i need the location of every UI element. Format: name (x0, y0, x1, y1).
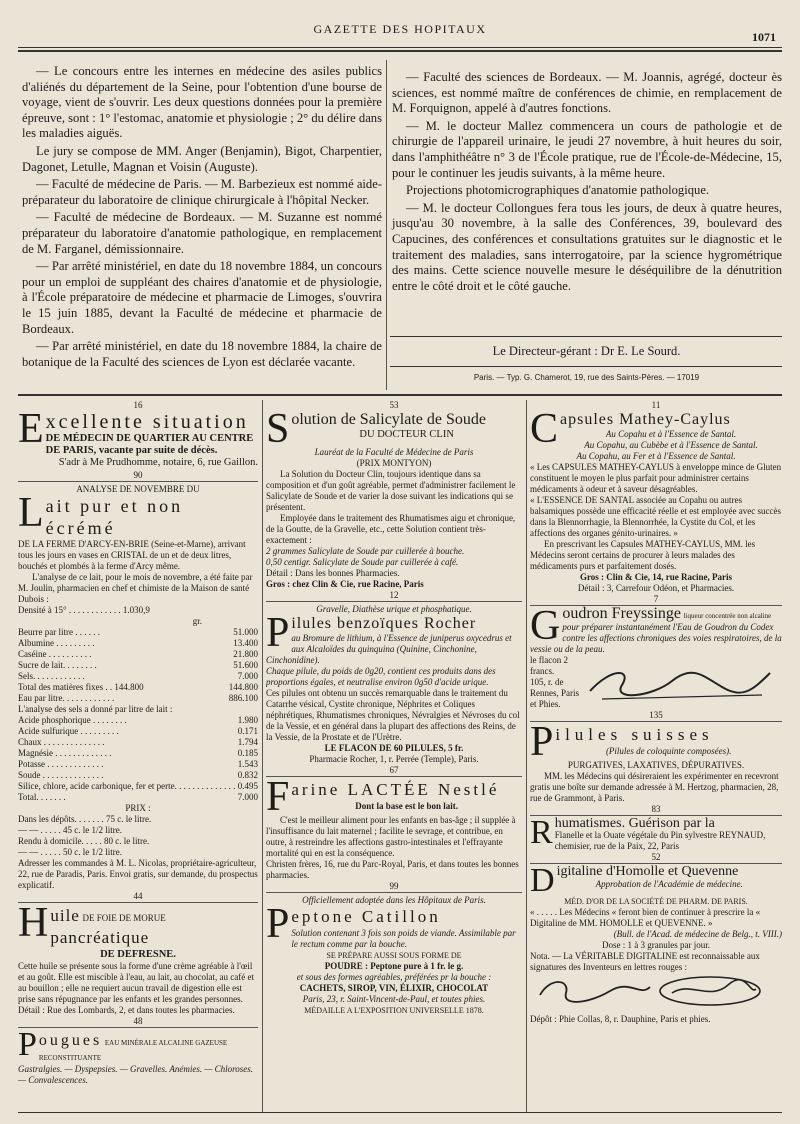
row-value: 0.495 (237, 780, 258, 791)
freyssinge-signature (582, 661, 778, 705)
ad-title: ait pur et non écrémé (45, 495, 184, 538)
price-row: Rendu à domicile. . . . . 80 c. le litre. (18, 835, 150, 846)
row-label: Sels. . . . . . . . . . . . (18, 670, 85, 681)
row-label: Total des matières fixes . . 144.800 (18, 681, 144, 692)
ad-pilules-rocher (266, 604, 522, 765)
drop-cap: P (266, 901, 290, 947)
ad-sub: Approbation de l'Académie de médecine. (595, 878, 743, 889)
ad-sub: Au Copahu, au Fer et à l'Essence de Santal. (576, 451, 736, 461)
ad-huile-foie-morue (18, 899, 258, 1016)
ad-text: L'analyse des sels a donné par litre de lait : (18, 703, 173, 714)
printer-imprint: Paris. — Typ. G. Chamerot, 19, rue des Saints-Pères. — 17019 (473, 373, 700, 382)
drop-cap: F (266, 774, 290, 820)
page-number: 1071 (752, 30, 776, 44)
ad-text: Solution contenant 3 fois son poids de viande. Assimilable par le rectum comme par la bouche. (291, 928, 516, 949)
header-rule-double (18, 50, 782, 52)
ad-goudron-freyssinge (530, 603, 782, 710)
table-row (18, 671, 258, 682)
row-label: Potasse . . . . . . . . . . . . . (18, 758, 104, 769)
row-label: Sucre de lait. . . . . . . . (18, 659, 97, 670)
ad-number: 44 (18, 891, 258, 903)
journal-title: GAZETTE DES HOPITAUX (313, 22, 487, 36)
ad-text: La Solution du Docteur Clin, toujours identique dans sa composition et d'un goût agréable, permet d'administrer facilement le Salicylate de Soude et de varier la dose suivant les indications qui se présentent. (266, 469, 516, 512)
ads-top-rule (18, 394, 782, 396)
ad-small: liqueur concentrée non alcaline (683, 612, 772, 620)
ad-text: et sous des formes agréables, préférées pr la bouche : (296, 972, 492, 982)
row-label: Albumine . . . . . . . . . (18, 637, 95, 648)
ad-address: S'adr à Me Prudhomme, notaire, 6, rue Gaillon. (58, 457, 258, 469)
ad-title: ilules suisses (555, 725, 714, 745)
ads-column-1 (18, 400, 258, 1110)
table-row (18, 737, 258, 748)
ad-title: xcellente situation (45, 411, 249, 433)
ad-address: Dépôt : Phie Collas, 8, r. Dauphine, Paris et phies. (530, 1013, 711, 1024)
row-value: 51.600 (233, 659, 258, 670)
ad-kicker: Officiellement adoptée dans les Hôpitaux de Paris. (302, 895, 486, 905)
ad-text: En prescrivant les Capsules MATHEY-CAYLUS, MM. les Médecins seront certains de procurer à leurs malades des médicaments purs et parfaitement dosés. (530, 539, 756, 571)
ads-column-2 (266, 400, 522, 1110)
table-row (18, 770, 258, 781)
ad-title: pancréatique (50, 927, 150, 947)
ad-title: uile (50, 905, 80, 925)
ad-number: 16 (133, 400, 143, 410)
ad-text: Lauréat de la Faculté de Médecine de Paris (314, 447, 474, 457)
ad-pilules-suisses (530, 719, 782, 804)
ad-number: 53 (389, 400, 399, 410)
table-row (18, 781, 258, 792)
table-row (18, 748, 258, 759)
table-row (18, 682, 258, 693)
ad-kicker: ANALYSE DE NOVEMBRE DU (76, 483, 200, 494)
ad-kicker: Gravelle, Diathèse urique et phosphatique. (316, 604, 472, 614)
column-divider (386, 60, 387, 390)
row-value: 1.543 (237, 758, 258, 769)
table-row (18, 759, 258, 770)
table-row (18, 792, 258, 803)
news-para: Le jury se compose de MM. Anger (Benjamin), Bigot, Charpentier, Dagonet, Letulle, Magnan et Voisin (Auguste). (22, 143, 382, 174)
drop-cap: S (266, 406, 290, 452)
ad-text: SE PRÉPARE AUSSI SOUS FORME DE (326, 951, 462, 960)
row-label: Silice, chlore, acide carbonique, fer et perte. . . . . . . . . . . . . . (18, 780, 236, 791)
ad-small: EAU MINÉRALE ALCALINE GAZEUSE RECONSTITUANTE (38, 1038, 228, 1062)
ad-address: Christen frères, 16, rue du Parc-Royal, Paris, et dans toutes les bonnes pharmacies. (266, 859, 519, 880)
news-para: — Par arrêté ministériel, en date du 18 novembre 1884, la chaire de botanique de la Faculté des sciences de Lyon est déclarée vacante. (22, 339, 382, 369)
ad-text: MM. les Médecins qui désireraient les expérimenter en recevront gratis une boîte sur demande adressée à M. Hertzog, pharmacien, 28, rue de Grammont, à Paris. (530, 771, 779, 804)
ad-title: humatismes. Guérison par la (554, 816, 715, 832)
ad-farine-nestle (266, 774, 522, 881)
row-value: 0.832 (237, 769, 258, 780)
drop-cap: P (18, 1025, 37, 1063)
ad-text: MÉD. D'OR DE LA SOCIÉTÉ DE PHARM. DE PARIS. (564, 897, 748, 907)
table-row (18, 715, 258, 726)
row-value: 7.000 (237, 791, 258, 802)
inventor-signatures (530, 973, 778, 1009)
ad-sub: Au Copahu et à l'Essence de Santal. (605, 429, 737, 439)
ad-address: Pharmacie Rocher, 1, r. Perrée (Temple), Paris. (309, 754, 479, 764)
drop-cap: P (266, 610, 290, 656)
ad-text: Détail : Dans les bonnes Pharmacies. (266, 568, 400, 578)
milk-analysis-table (18, 627, 258, 682)
news-para: — Par arrêté ministériel, en date du 18 novembre 1884, un concours pour un emploi de suppléant des chaires d'anatomie et de physiologie, à l'École préparatoire de médecine et pharmacie de Limoges, s'ouvrira le 15 juin 1885, devant la Faculté de médecine et pharmacie de Bordeaux. (22, 259, 382, 336)
news-para: — M. le docteur Collongues fera tous les jours, de deux à quatre heures, jusqu'au 30 novembre, à la salle des Conférences, 39, boulevard des Capucines, des conférences et consultations gratuites sur le diagnostic et le traitement des maladies, sans interrogatoire, par la science hygrométrique des mains. Cette science nouvelle mesure le déséquilibre de la dénutrition entre le côté droit et le côté gauche. (392, 200, 782, 293)
price-row: — — . . . . . 45 c. le 1/2 litre. (18, 824, 122, 835)
bottom-rule (18, 1112, 782, 1113)
row-value: 144.800 (228, 681, 258, 692)
ad-title: eptone Catillon (291, 907, 441, 926)
ad-text: Cette huile se présente sous la forme d'une crème agréable à l'œil et au goût. Elle est miscible à l'eau, au lait, au chocolat, au café et au bouillon ; elle ne requiert aucun travail de digestion elle est prise sans répugnance par les enfants et les grandes personnes. (18, 960, 255, 1004)
row-label: Soude . . . . . . . . . . . . . . (18, 769, 104, 780)
table-row (18, 627, 258, 638)
ad-number: 67 (266, 765, 522, 777)
imprint-rule (390, 366, 782, 367)
drop-cap: R (530, 814, 553, 852)
ad-number: 83 (530, 804, 782, 816)
signature-block (530, 655, 782, 710)
ad-sub: Au Copahu, au Cubèbe et à l'Essence de Santal. (584, 440, 758, 450)
ad-text: « Les CAPSULES MATHEY-CAYLUS à enveloppe mince de Gluten constituent le moyen le plus parfait pour administrer certains médicaments à odeur et à saveur désagréables. (530, 462, 782, 494)
ad-text: PURGATIVES, LAXATIVES, DÉPURATIVES. (567, 760, 745, 771)
ad-number: 11 (651, 400, 661, 410)
ad-salicylate (266, 406, 522, 590)
ad-title: oudron Freyssinge (562, 605, 681, 622)
table-row (18, 638, 258, 649)
ad-text: DE LA FERME D'ARCY-EN-BRIE (Seine-et-Marne), arrivant tous les jours en vases en CRISTAL de un et de deux litres, bouchés et plombés à la ferme d'Arcy même. (18, 538, 246, 571)
ad-address: Paris, 23, r. Saint-Vincent-de-Paul, et toutes phies. (302, 994, 486, 1004)
table-row (18, 660, 258, 671)
row-value: 1.794 (237, 736, 258, 747)
price-row: Dans les dépôts. . . . . . . 75 c. le litre. (18, 813, 152, 824)
price-row: — — . . . . . 50 c. le 1/2 litre. (18, 846, 122, 857)
ad-address: 105, r. de Rennes, Paris et Phies. (530, 677, 579, 710)
ad-text: « . . . . . Les Médecins « feront bien de continuer à prescrire la « Digitaline de MM. HOMOLLE et QUEVENNE. » (530, 907, 761, 929)
ad-number: 12 (266, 590, 522, 602)
ad-text: POUDRE : Peptone pure à 1 fr. le g. (324, 961, 464, 971)
news-para: Projections photomicrographiques d'anatomie pathologique. (406, 183, 710, 198)
ad-price-text: le flacon 2 francs. (530, 655, 568, 677)
ad-text: Nota. — La VÉRITABLE DIGITALINE est reconnaissable aux signatures des Inventeurs en lettres rouges : (530, 951, 760, 973)
row-value: 886.100 (228, 692, 258, 703)
ad-peptone-catillon (266, 895, 522, 1016)
ad-kicker: Dont la base est le bon lait. (355, 801, 459, 811)
drop-cap: H (18, 899, 49, 946)
drop-cap: L (18, 489, 44, 536)
ad-sub: (Pilules de coloquinte composées). (605, 746, 732, 757)
ad-text: « L'ESSENCE DE SANTAL associée au Copahu ou autres balsamiques possède une efficacité réelle et est employée avec succès dans la Blennorrhagie, la Blennorrhée, la Cystite du Col, et les affections des organes génito-urinaires. » (530, 495, 781, 538)
news-para: — Faculté des sciences de Bordeaux. — M. Joannis, agrégé, docteur ès sciences, est nommé maître de conférences de chimie, en remplacement de M. Forquignon, appelé à d'autres fonctions. (392, 70, 782, 116)
news-column-left (22, 64, 382, 372)
row-label: Magnésie . . . . . . . . . . . . . (18, 747, 112, 758)
ad-title: apsules Mathey-Caylus (560, 411, 731, 428)
ad-sub: DU DOCTEUR CLIN (359, 429, 454, 440)
table-row (18, 693, 258, 704)
ad-title: arine LACTÉE Nestlé (291, 780, 500, 799)
ad-number: 90 (18, 470, 258, 482)
ad-title: olution de Salicylate de Soude (291, 411, 486, 428)
drop-cap: E (18, 406, 44, 452)
ads-divider (526, 400, 527, 1112)
ad-text: (PRIX MONTYON) (356, 458, 432, 468)
ad-brand: DE DEFRESNE. (100, 948, 176, 960)
director-signature: Le Directeur-gérant : Dr E. Le Sourd. (492, 344, 681, 358)
row-value: 7.000 (237, 670, 258, 681)
ad-excellente-situation (18, 406, 258, 470)
density-line: Densité à 15° . . . . . . . . . . . . 1.030,9 (18, 604, 150, 615)
ad-text: L'analyse de ce lait, pour le mois de novembre, a été faite par M. Joulin, pharmacien en chef et chimiste de la Maison de santé Dubois : (18, 571, 253, 604)
ad-text: Détail : 3, Carrefour Odéon, et Pharmacies. (577, 583, 735, 593)
ads-divider (262, 400, 263, 1112)
ad-text: pour préparer instantanément l'Eau de Goudron du Codex contre les affections chroniques des voies respiratoires, de la vessie ou de la peau. (530, 622, 782, 655)
ad-text: 0,50 centigr. Salicylate de Soude par cuillerée à café. (266, 557, 459, 567)
price-list (18, 814, 258, 858)
row-label: Caséine . . . . . . . . . . (18, 648, 92, 659)
row-label: Chaux . . . . . . . . . . . . . . (18, 736, 105, 747)
ad-small: DE FOIE DE MORUE (82, 912, 166, 923)
row-label: Total. . . . . . . (18, 791, 66, 802)
ad-title: igitaline d'Homolle et Quevenne (556, 864, 739, 880)
ad-text: Dose : 1 à 3 granules par jour. (602, 940, 710, 951)
row-value: 1.980 (237, 714, 258, 725)
row-value: 21.800 (233, 648, 258, 659)
ad-text: Détail : Rue des Lombards, 2, et dans toutes les pharmacies. (18, 1004, 235, 1015)
ad-number: 135 (530, 710, 782, 722)
ad-pougues (18, 1025, 258, 1086)
ad-text: Chaque pilule, du poids de 0g20, contient ces produits dans des proportions égales, et neutralise environ 0g50 d'acide urique. (266, 666, 496, 687)
ad-capsules-mathey (530, 406, 782, 594)
row-label: Eau par litre. . . . . . . . . . . . (18, 692, 115, 703)
ad-text: Flanelle et la Ouate végétale du Pin sylvestre REYNAUD, chemisier, rue de la Paix, 22, Paris (554, 830, 766, 852)
unit-label: gr. (192, 615, 202, 626)
ad-price (530, 655, 582, 710)
row-value: 13.400 (233, 637, 258, 648)
header-rule (18, 47, 782, 48)
ad-number: 48 (18, 1016, 258, 1028)
ad-title: ougues (38, 1031, 103, 1049)
row-label: Acide phosphorique . . . . . . . . (18, 714, 127, 725)
ad-number: 52 (530, 852, 782, 864)
drop-cap: G (530, 603, 561, 649)
drop-cap: P (530, 719, 554, 766)
ad-text: Ces pilules ont obtenu un succès remarquable dans le traitement du Catarrhe vésical, Cystite chronique, Néphrites et Coliques néphrétiques, Rhumatismes chroniques, Névralgies et Névroses du col de la Vessie, et en général dans la plupart des affections des Reins, de la Vessie, de la Prostate et de l'Urètre. (266, 688, 520, 742)
news-para: — M. le docteur Mallez commencera un cours de pathologie et de chirurgie de l'appareil urinaire, le jeudi 27 novembre, à huit heures du soir, dans l'amphithéâtre n° 3 de l'École pratique, rue de l'École-de-Médecine, 15, pour le continuer les jeudis suivants, à la même heure. (392, 118, 782, 180)
ad-text: CACHETS, SIROP, VIN, ÉLIXIR, CHOCOLAT (299, 983, 489, 993)
ad-text: Adresser les commandes à M. L. Nicolas, propriétaire-agriculteur, 22, rue de Paradis, Paris. Envoi gratis, sur demande, du prospectus explicatif. (18, 857, 258, 890)
row-value: 0.171 (237, 725, 258, 736)
ad-price: LE FLACON DE 60 PILULES, 5 fr. (324, 743, 464, 753)
row-label: Acide sulfurique . . . . . . . . . (18, 725, 119, 736)
ad-lait-pur (18, 484, 258, 891)
table-row (18, 726, 258, 737)
ad-number: 99 (266, 881, 522, 893)
news-column-right (392, 70, 782, 296)
ad-text: au Bromure de lithium, à l'Essence de juniperus oxycedrus et aux Alcaloïdes du quinquina (Quinine, Cinchonine, Cinchonidine). (266, 633, 512, 665)
ad-text: DE MÉDECIN DE QUARTIER AU CENTRE DE PARIS, vacante par suite de décès. (45, 433, 254, 457)
ad-rhumatismes (530, 814, 782, 852)
price-heading: PRIX : (125, 802, 151, 813)
news-para: — Faculté de médecine de Paris. — M. Barbezieux est nommé aide-préparateur du laboratoire de clinique chirurgicale à l'hôpital Necker. (22, 177, 382, 207)
ad-text: MÉDAILLE A L'EXPOSITION UNIVERSELLE 1878. (304, 1006, 484, 1015)
news-para: — Faculté de médecine de Bordeaux. — M. Suzanne est nommé préparateur du laboratoire d'anatomie pathologique, en remplacement de M. Farganel, démissionnaire. (22, 210, 382, 256)
drop-cap: D (530, 862, 555, 900)
news-para: — Le concours entre les internes en médecine des asiles publics d'aliénés du département de la Seine, pour l'obtention d'une bourse de voyage, vient de s'ouvrir. Les deux questions données pour la première épreuve, sont : 1° l'estomac, anatomie et physiologie ; 2° du délire dans les maladies aiguës. (22, 64, 382, 141)
ad-text: (Bull. de l'Acad. de médecine de Belg., t. VIII.) (613, 929, 782, 940)
table-row (18, 649, 258, 660)
ad-title: ilules benzoïques Rocher (291, 615, 477, 632)
ad-text: C'est le meilleur aliment pour les enfants en bas-âge ; il supplée à l'insuffisance du lait maternel ; facilite le sevrage, et contribue, en outre, à restreindre les affections gastro-intestinales et l'effrayante mortalité qui en est la conséquence. (266, 815, 516, 858)
ad-text: Gastralgies. — Dyspepsies. — Gravelles. Anémies. — Chloroses. — Convalescences. (18, 1064, 253, 1086)
row-value: 51.000 (233, 626, 258, 637)
drop-cap: C (530, 406, 559, 452)
salt-analysis-table (18, 715, 258, 792)
ads-column-3 (530, 400, 782, 1112)
signature-rule (390, 336, 782, 337)
row-label: Beurre par litre . . . . . . (18, 626, 100, 637)
page-header (18, 0, 782, 50)
ad-text: Gros : Clin & Cie, 14, rue Racine, Paris (579, 572, 733, 582)
ad-digitaline (530, 862, 782, 1024)
ad-text: 2 grammes Salicylate de Soude par cuillerée à bouche. (266, 546, 465, 556)
row-value: 0.185 (237, 747, 258, 758)
ad-text: Gros : chez Clin & Cie, rue Racine, Paris (266, 579, 424, 589)
ad-number: 7 (530, 594, 782, 606)
ad-text: Employée dans le traitement des Rhumatismes aigu et chronique, de la Goutte, de la Gravelle, etc., cette Solution contient très-exactement : (266, 513, 516, 545)
